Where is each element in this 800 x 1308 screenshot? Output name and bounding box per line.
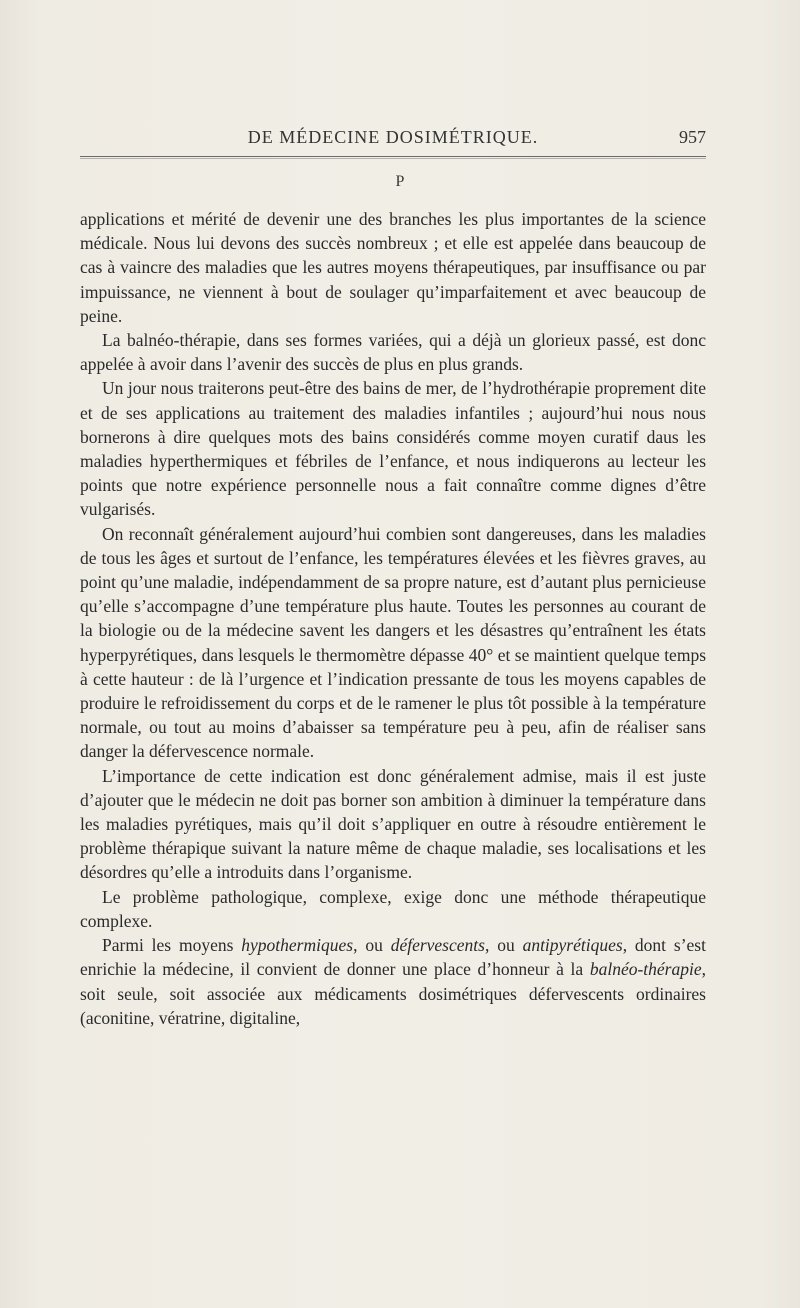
italic-term: antipyrétiques (522, 935, 623, 956)
paragraph-1 (80, 207, 706, 328)
paragraph-text: , ou (353, 935, 391, 956)
header-rule (80, 156, 706, 157)
running-head (80, 127, 706, 153)
italic-term: balnéo-thérapie (589, 959, 702, 980)
paragraph-4 (80, 522, 706, 764)
paragraph-3 (80, 376, 706, 521)
paragraph-text: , soit seule, soit associée aux médicaments dosimétriques défervescents ordinaires (aconitine, vératrine, digitaline, (80, 959, 706, 1028)
paragraph-text: , ou (484, 935, 523, 956)
paragraph-6 (80, 885, 706, 933)
paragraph-text: L’importance de cette indication est donc généralement admise, mais il est juste d’ajouter que le médecin ne doit pas borner son ambition à diminuer la température dans les maladies pyrétiques, mais qu’il doit s’appliquer en outre à résoudre entièrement le problème thérapique suivant la nature même de chaque maladie, ses localisations et les désordres qu’elle a introduits dans l’organisme. (80, 765, 706, 883)
paragraph-text: applications et mérité de devenir une des branches les plus importantes de la science médicale. Nous lui devons des succès nombreux ; et elle est appelée dans beaucoup de cas à vaincre des maladies que les autres moyens thérapeutiques, par insuffisance ou par impuissance, ne viennent à bout de soulager qu’imparfaitement et avec beaucoup de peine. (80, 209, 706, 326)
body-text (80, 207, 706, 1030)
paragraph-text: , dont s’est enrichie la médecine, il convient de donner une place d’honneur à la (80, 935, 706, 980)
paragraph-text: Le problème pathologique, complexe, exige donc une méthode thérapeutique complexe. (80, 886, 706, 931)
italic-term: hypothermiques (241, 935, 354, 956)
paragraph-2 (80, 328, 706, 376)
page-number: 957 (679, 127, 706, 147)
paragraph-text: On reconnaît généralement aujourd’hui combien sont dangereuses, dans les maladies de tous les âges et surtout de l’enfance, les températures élevées et les fièvres graves, au point qu’une maladie, indépendamment de sa propre nature, est d’autant plus pernicieuse qu’elle s’accompagne d’une température plus haute. Toutes les personnes au courant de la biologie ou de la médecine savent les dangers et les désastres qu’entraînent les états hyperpyrétiques, dans lesquels le thermomètre dépasse 40° et se maintient quelque temps à cette hauteur : de là l’urgence et l’indication pressante de tous les moyens capables de produire le refroidissement du corps et de le ramener le plus tôt possible à la température normale, ou tout au moins d’abaisser sa température peu à peu, afin de réaliser sans danger la défervescence normale. (80, 523, 706, 762)
paragraph-text: La balnéo-thérapie, dans ses formes variées, qui a déjà un glorieux passé, est donc appelée à avoir dans l’avenir des succès de plus en plus grands. (80, 330, 706, 375)
signature-mark: P (395, 173, 405, 190)
paragraph-7 (80, 933, 706, 1030)
paragraph-text: Un jour nous traiterons peut-être des bains de mer, de l’hydrothérapie proprement dite et de ses applications au traitement des maladies infantiles ; aujourd’hui nous nous bornerons à dire quelques mots des bains considérés comme moyen curatif daus les maladies hyperthermiques et fébriles de l’enfance, et nous indiquerons au lecteur les points que notre expérience personnelle nous a fait connaître comme dignes d’être vulgarisés. (80, 378, 706, 520)
running-title: DE MÉDECINE DOSIMÉTRIQUE. (247, 127, 539, 147)
italic-term: défervescents (390, 935, 485, 956)
paragraph-text: Parmi les moyens (102, 935, 242, 956)
paragraph-5 (80, 764, 706, 885)
